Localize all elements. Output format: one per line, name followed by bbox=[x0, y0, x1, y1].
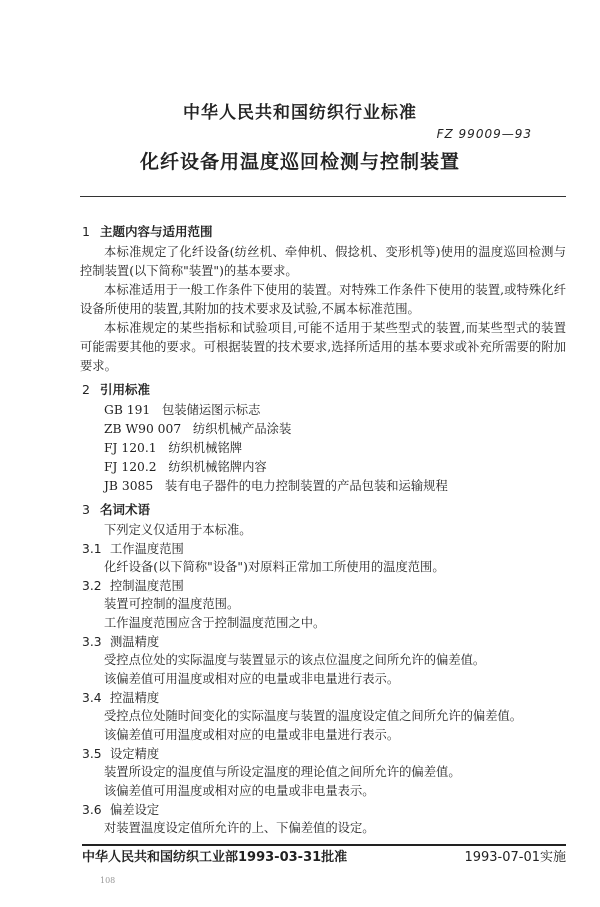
term-definition: 该偏差值可用温度或相对应的电量或非电量进行表示。 bbox=[104, 728, 400, 742]
term-heading: 3.3 测温精度 bbox=[82, 635, 160, 649]
term-definition: 装置可控制的温度范围。 bbox=[104, 597, 240, 611]
paragraph: 本标准适用于一般工作条件下使用的装置。对特殊工作条件下使用的装置,或特殊化纤设备所使用的装置,其附加的技术要求及试验,不属本标准范围。 bbox=[80, 283, 566, 316]
approval-date: 中华人民共和国纺织工业部1993-03-31批准 bbox=[82, 850, 348, 865]
reference-item: GB 191 包装储运图示标志 bbox=[104, 403, 261, 417]
reference-item: FJ 120.2 纺织机械铭牌内容 bbox=[104, 460, 267, 474]
term-definition: 装置所设定的温度值与所设定温度的理论值之间所允许的偏差值。 bbox=[104, 765, 461, 779]
footer bbox=[82, 844, 566, 867]
term-definition: 该偏差值可用温度或相对应的电量或非电量进行表示。 bbox=[104, 672, 400, 686]
reference-item: JB 3085 装有电子器件的电力控制装置的产品包装和运输规程 bbox=[104, 479, 448, 493]
term-definition: 受控点位处随时间变化的实际温度与装置的温度设定值之间所允许的偏差值。 bbox=[104, 709, 523, 723]
term-definition: 该偏差值可用温度或相对应的电量或非电量表示。 bbox=[104, 784, 375, 798]
paragraph: 本标准规定了化纤设备(纺丝机、牵伸机、假捻机、变形机等)使用的温度巡回检测与控制装置(以下简称"装置")的基本要求。 bbox=[80, 245, 566, 278]
paragraph: 本标准规定的某些指标和试验项目,可能不适用于某些型式的装置,而某些型式的装置可能需要其他的要求。可根据装置的技术要求,选择所适用的基本要求或补充所需要的附加要求。 bbox=[80, 321, 566, 373]
section-heading: 3 名词术语 bbox=[82, 502, 151, 517]
term-definition: 受控点位处的实际温度与装置显示的该点位温度之间所允许的偏差值。 bbox=[104, 653, 486, 667]
document-body bbox=[80, 0, 566, 887]
section-heading: 2 引用标准 bbox=[82, 382, 151, 397]
page-number: 108 bbox=[100, 876, 116, 885]
term-definition: 化纤设备(以下简称"设备")对原料正常加工所使用的温度范围。 bbox=[104, 560, 445, 574]
term-heading: 3.4 控温精度 bbox=[82, 691, 160, 705]
term-heading: 3.5 设定精度 bbox=[82, 747, 160, 761]
document-title: 化纤设备用温度巡回检测与控制装置 bbox=[139, 151, 460, 173]
section-intro: 下列定义仅适用于本标准。 bbox=[104, 523, 252, 537]
term-heading: 3.1 工作温度范围 bbox=[82, 542, 184, 556]
term-definition: 对装置温度设定值所允许的上、下偏差值的设定。 bbox=[104, 821, 375, 835]
term-heading: 3.6 偏差设定 bbox=[82, 803, 160, 817]
term-definition: 工作温度范围应含于控制温度范围之中。 bbox=[104, 616, 326, 630]
section-heading: 1 主题内容与适用范围 bbox=[82, 224, 213, 239]
reference-item: ZB W90 007 纺织机械产品涂装 bbox=[104, 422, 292, 436]
standard-code: FZ 99009—93 bbox=[436, 127, 532, 141]
reference-item: FJ 120.1 纺织机械铭牌 bbox=[104, 441, 243, 455]
term-heading: 3.2 控制温度范围 bbox=[82, 579, 184, 593]
issuing-organization: 中华人民共和国纺织行业标准 bbox=[183, 103, 417, 123]
effective-date: 1993-07-01实施 bbox=[464, 850, 566, 865]
